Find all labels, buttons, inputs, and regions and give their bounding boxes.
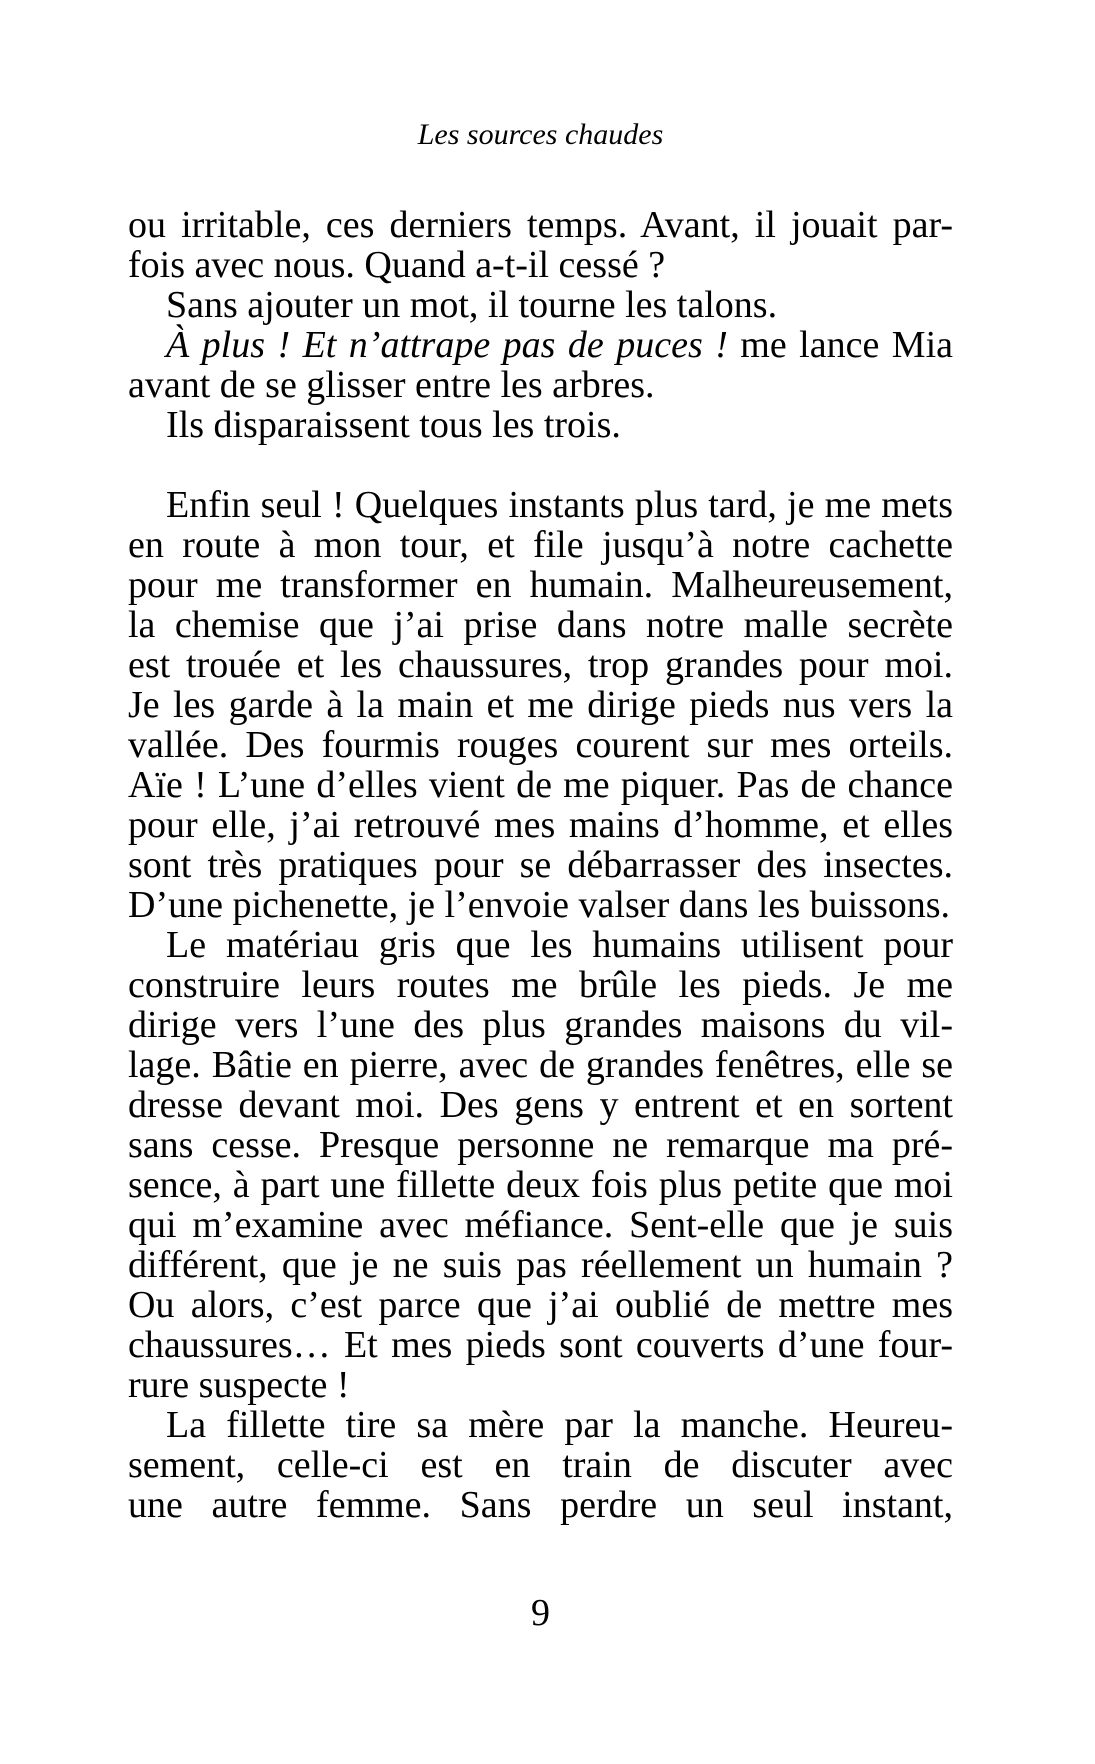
- body-text: [128, 205, 953, 1525]
- text-line: [128, 1085, 953, 1125]
- text-line: [128, 405, 953, 445]
- text-line: [128, 1485, 953, 1525]
- text-line: [128, 845, 953, 885]
- paragraph: [128, 285, 953, 325]
- text-segment: construire leurs routes me brûle les pieds. Je me: [128, 964, 953, 1006]
- text-line: [128, 205, 953, 245]
- text-line: [128, 245, 953, 285]
- text-segment: D’une pichenette, je l’envoie valser dans les buissons.: [128, 884, 951, 926]
- text-segment: Le matériau gris que les humains utilisent pour: [166, 924, 953, 966]
- text-segment: fois avec nous. Quand a-t-il cessé ?: [128, 244, 666, 286]
- paragraph: [128, 925, 953, 1405]
- text-segment: Ou alors, c’est parce que j’ai oublié de mettre mes: [128, 1284, 953, 1326]
- text-segment: Aïe ! L’une d’elles vient de me piquer. Pas de chance: [128, 764, 953, 806]
- text-line: [128, 685, 953, 725]
- text-line: [128, 925, 953, 965]
- text-segment: est trouée et les chaussures, trop grandes pour moi.: [128, 644, 953, 686]
- text-line: [128, 965, 953, 1005]
- text-line: [128, 1405, 953, 1445]
- text-line: [128, 525, 953, 565]
- text-segment: Enfin seul ! Quelques instants plus tard, je me mets: [166, 484, 953, 526]
- text-line: [128, 325, 953, 365]
- text-segment: me lance Mia: [727, 324, 954, 366]
- paragraph: [128, 205, 953, 285]
- text-line: [128, 1165, 953, 1205]
- text-segment: vallée. Des fourmis rouges courent sur mes orteils.: [128, 724, 953, 766]
- text-segment: la chemise que j’ai prise dans notre malle secrète: [128, 604, 953, 646]
- paragraph: [128, 485, 953, 925]
- text-segment: Je les garde à la main et me dirige pieds nus vers la: [128, 684, 953, 726]
- text-line: [128, 1005, 953, 1045]
- text-segment: sence, à part une fillette deux fois plus petite que moi: [128, 1164, 953, 1206]
- text-line: [128, 1205, 953, 1245]
- text-segment: sans cesse. Presque personne ne remarque ma pré-: [128, 1124, 953, 1166]
- text-segment: lage. Bâtie en pierre, avec de grandes fenêtres, elle se: [128, 1044, 953, 1086]
- text-segment: une autre femme. Sans perdre un seul instant,: [128, 1484, 953, 1526]
- text-segment: Ils disparaissent tous les trois.: [166, 404, 621, 446]
- text-segment: chaussures… Et mes pieds sont couverts d’une four-: [128, 1324, 953, 1366]
- text-line: [128, 765, 953, 805]
- text-line: [128, 1365, 953, 1405]
- text-line: [128, 885, 953, 925]
- text-segment: qui m’examine avec méfiance. Sent-elle que je suis: [128, 1204, 953, 1246]
- text-line: [128, 605, 953, 645]
- text-line: [128, 1445, 953, 1485]
- text-line: [128, 365, 953, 405]
- text-line: [128, 1285, 953, 1325]
- text-line: [128, 645, 953, 685]
- paragraph: [128, 405, 953, 445]
- running-header: [128, 116, 953, 154]
- text-segment: pour elle, j’ai retrouvé mes mains d’homme, et elles: [128, 804, 953, 846]
- text-segment: La fillette tire sa mère par la manche. Heureu-: [166, 1404, 953, 1446]
- text-segment: Sans ajouter un mot, il tourne les talons.: [166, 284, 778, 326]
- text-segment: sont très pratiques pour se débarrasser des insectes.: [128, 844, 953, 886]
- text-segment: ou irritable, ces derniers temps. Avant, il jouait par-: [128, 204, 953, 246]
- text-segment: dirige vers l’une des plus grandes maisons du vil-: [128, 1004, 953, 1046]
- paragraph: [128, 325, 953, 405]
- text-line: [128, 1045, 953, 1085]
- text-line: [128, 285, 953, 325]
- text-line: [128, 805, 953, 845]
- page-number: 9: [531, 1592, 550, 1634]
- text-segment: sement, celle-ci est en train de discuter avec: [128, 1444, 953, 1486]
- text-segment: pour me transformer en humain. Malheureusement,: [128, 564, 953, 606]
- text-line: [128, 1325, 953, 1365]
- text-line: [128, 485, 953, 525]
- text-segment: en route à mon tour, et file jusqu’à notre cachette: [128, 524, 953, 566]
- text-line: [128, 565, 953, 605]
- italic-text-segment: À plus ! Et n’attrape pas de puces !: [166, 324, 728, 366]
- text-segment: rure suspecte !: [128, 1364, 350, 1406]
- text-line: [128, 725, 953, 765]
- chapter-title: Les sources chaudes: [417, 118, 664, 151]
- text-segment: dresse devant moi. Des gens y entrent et en sortent: [128, 1084, 953, 1126]
- text-segment: avant de se glisser entre les arbres.: [128, 364, 655, 406]
- text-line: [128, 1245, 953, 1285]
- paragraph: [128, 1405, 953, 1525]
- text-segment: différent, que je ne suis pas réellement un humain ?: [128, 1244, 953, 1286]
- text-line: [128, 1125, 953, 1165]
